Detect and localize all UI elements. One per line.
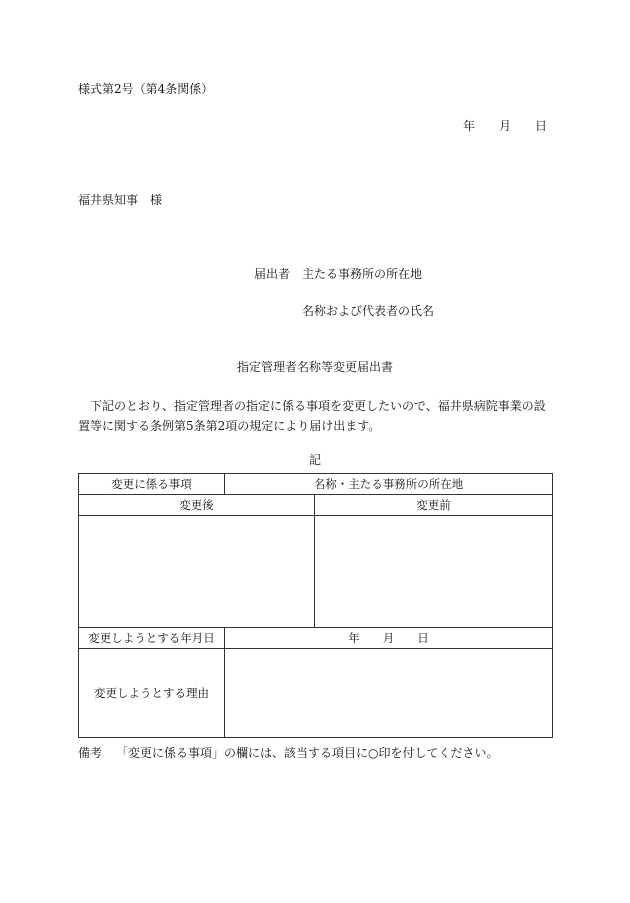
after-change-header: 変更後 [79, 495, 315, 516]
ki-mark: 記 [308, 453, 321, 467]
body-paragraph: 下記のとおり、指定管理者の指定に係る事項を変更したいので、福井県病院事業の設置等に関する条例第5条第2項の規定により届け出ます。 [78, 399, 546, 433]
note-label: 備考 [78, 746, 103, 760]
change-form-table [78, 473, 553, 738]
submission-date: 年 月 日 [463, 119, 548, 133]
change-item-value: 名称・主たる事務所の所在地 [225, 474, 553, 495]
change-item-label: 変更に係る事項 [79, 474, 225, 495]
change-reason-label: 変更しようとする理由 [79, 649, 225, 738]
before-change-header: 変更前 [315, 495, 553, 516]
change-date-field[interactable]: 年 月 日 [225, 628, 553, 649]
applicant-address-label: 主たる事務所の所在地 [302, 267, 423, 281]
change-reason-field[interactable] [225, 649, 553, 738]
before-change-field[interactable] [315, 516, 553, 628]
after-change-field[interactable] [79, 516, 315, 628]
form-number: 様式第2号（第4条関係） [78, 82, 214, 96]
applicant-name-label: 名称および代表者の氏名 [302, 304, 435, 318]
applicant-label: 届出者 [254, 267, 291, 281]
recipient: 福井県知事 様 [78, 193, 163, 207]
document-title: 指定管理者名称等変更届出書 [236, 360, 393, 374]
change-date-label: 変更しようとする年月日 [79, 628, 225, 649]
note-text: 「変更に係る事項」の欄には、該当する項目に○印を付してください。 [116, 746, 499, 760]
